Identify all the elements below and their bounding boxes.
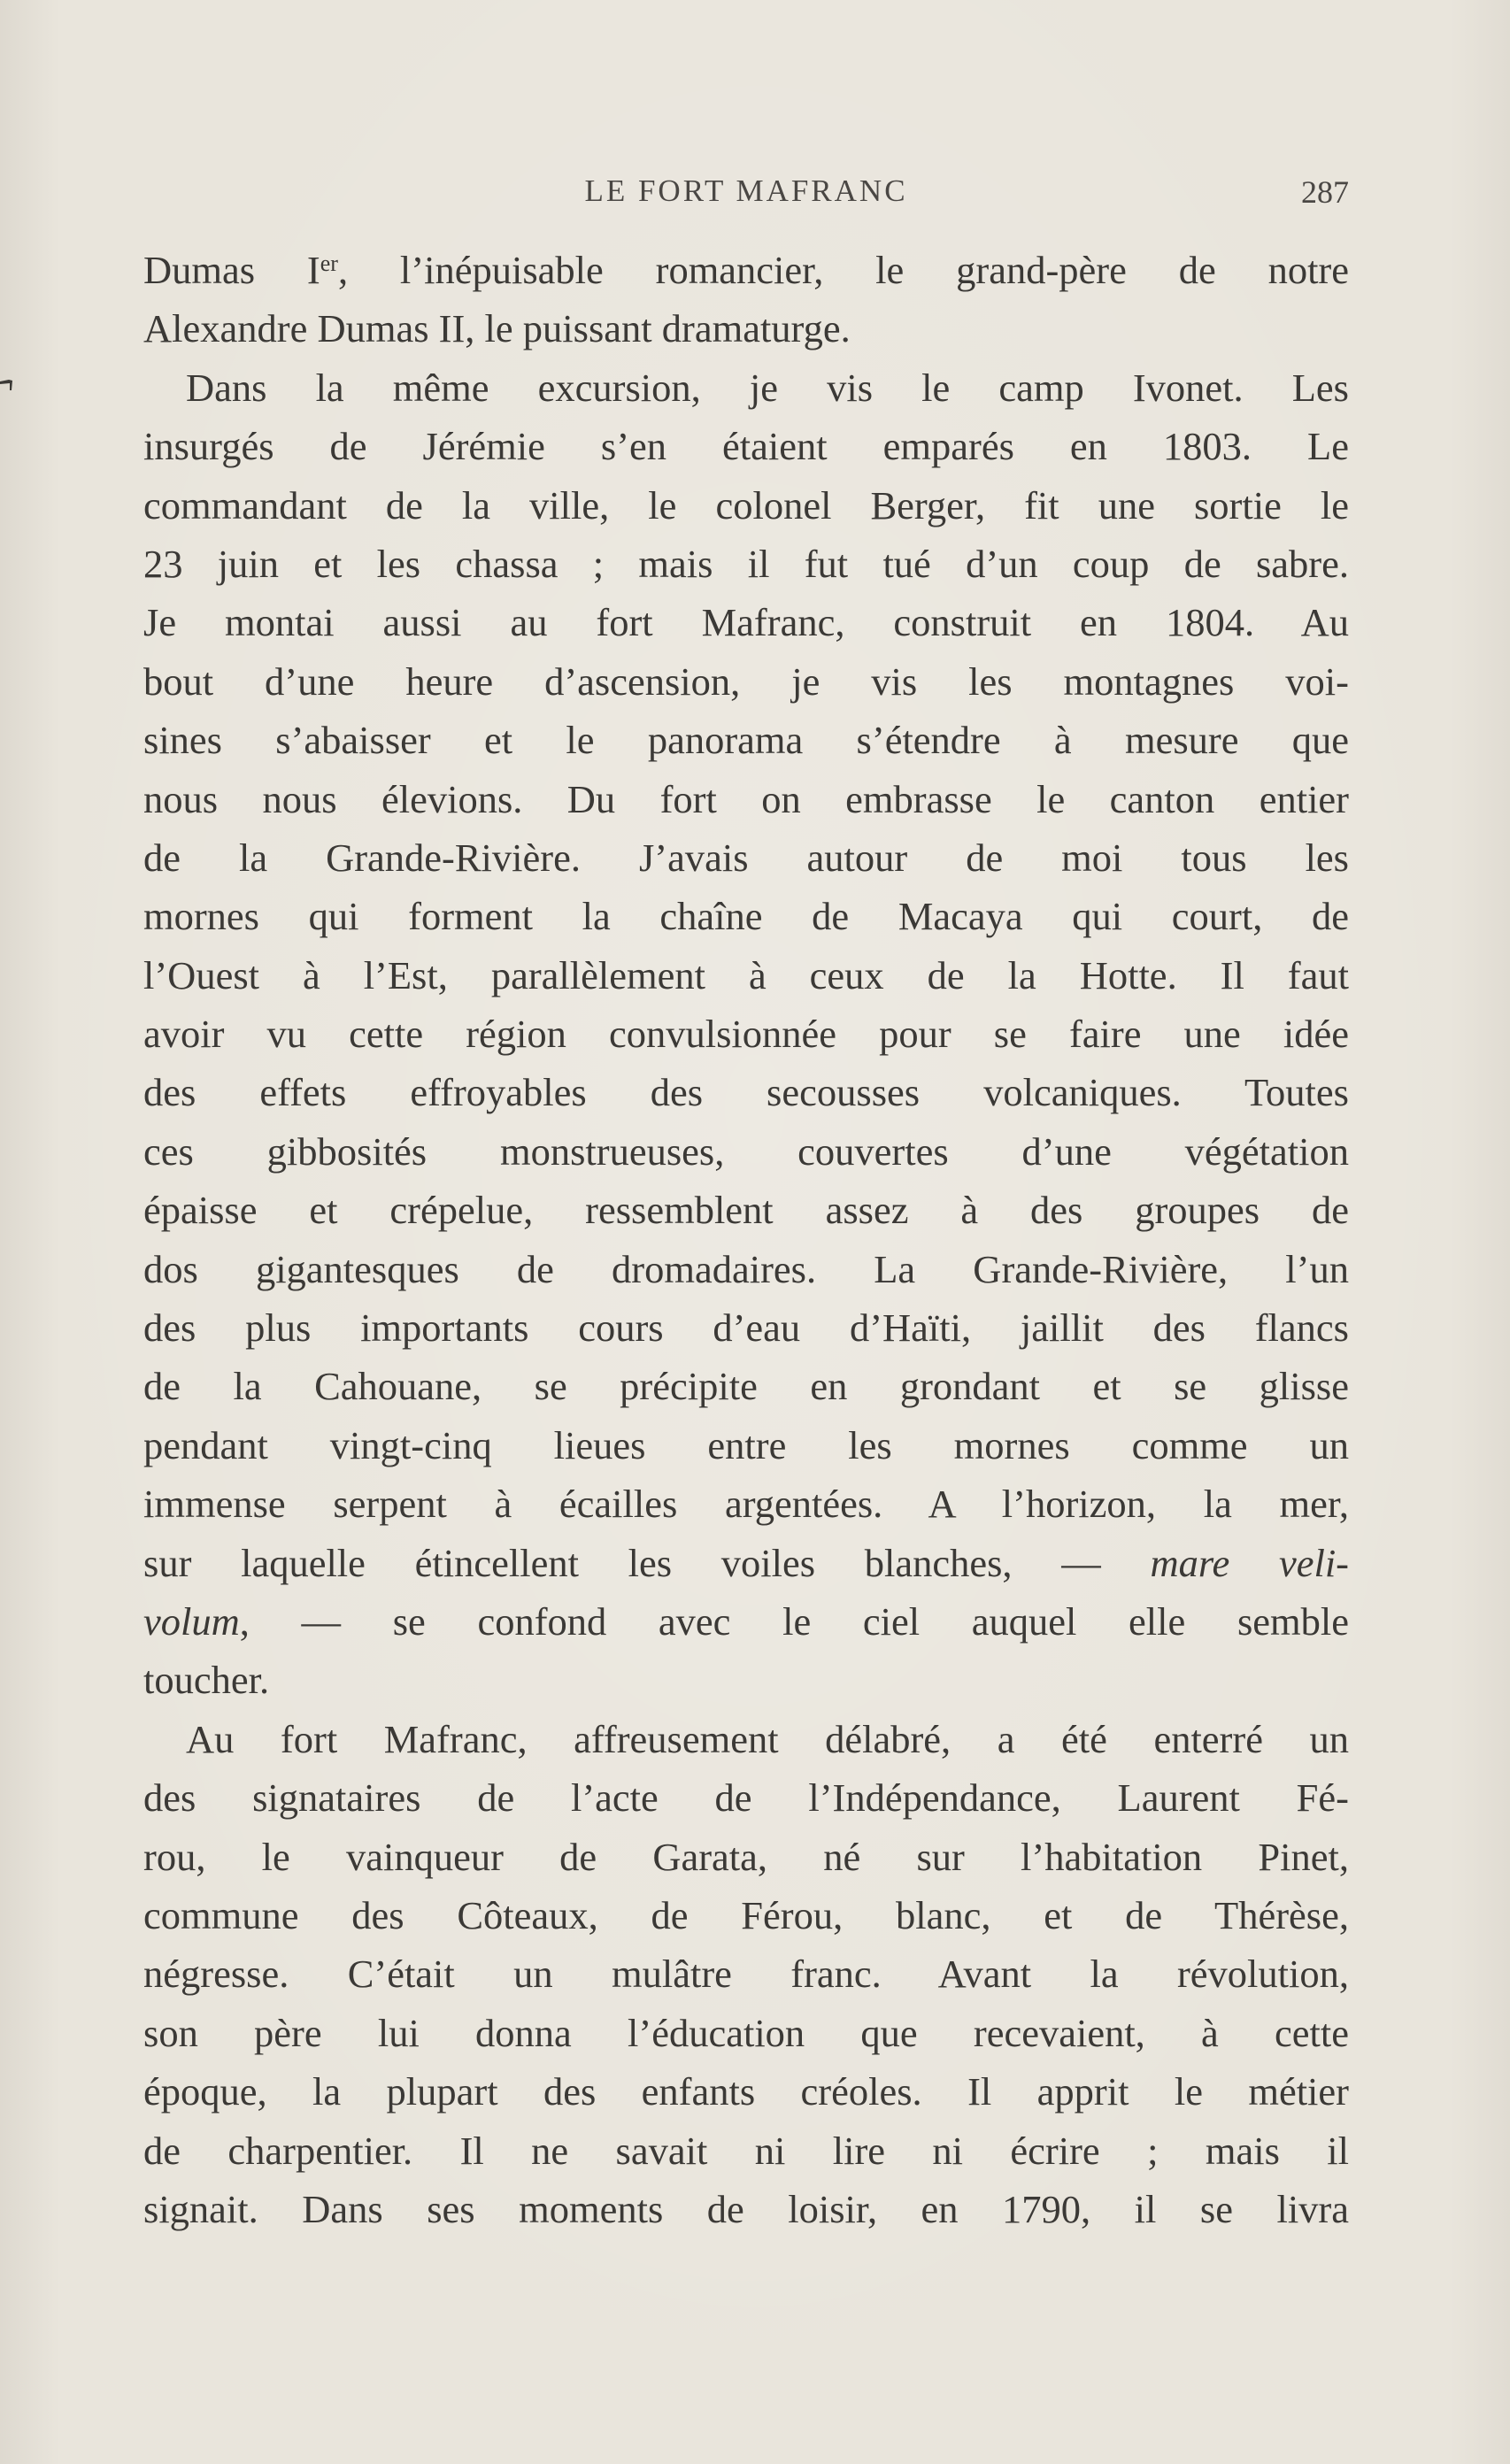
text-line-17: épaisse et crépelue, ressemblent assez à des groupes de <box>143 1188 1349 1233</box>
page-number: 287 <box>1301 174 1349 210</box>
text-line-2: Alexandre Dumas II, le puissant dramaturge. <box>143 306 851 351</box>
text-line-7: Je montai aussi au fort Mafranc, construit en 1804. Au <box>143 600 1349 645</box>
text-line-13: l’Ouest à l’Est, parallèlement à ceux de la Hotte. Il faut <box>143 952 1349 997</box>
text-line-14: avoir vu cette région convulsionnée pour se faire une idée <box>143 1012 1349 1057</box>
text-line-4: insurgés de Jérémie s’en étaient emparés en 1803. Le <box>143 424 1349 469</box>
text-line-5: commandant de la ville, le colonel Berger, fit une sortie le <box>143 482 1349 527</box>
text-line-21: pendant vingt-cinq lieues entre les mornes comme un <box>143 1422 1349 1467</box>
text-line-10: nous nous élevions. Du fort on embrasse le canton entier <box>143 776 1349 821</box>
text-line-23: sur laquelle étincellent les voiles blanches, — mare veli- <box>143 1540 1349 1585</box>
text-line-16: ces gibbosités monstrueuses, couvertes d’une végétation <box>143 1128 1349 1174</box>
text-line-26: Au fort Mafranc, affreusement délabré, a été enterré un <box>186 1716 1349 1761</box>
text-line-34: signait. Dans ses moments de loisir, en 1790, il se livra <box>143 2186 1349 2231</box>
text-line-6: 23 juin et les chassa ; mais il fut tué d’un coup de sabre. <box>143 541 1349 586</box>
text-line-12: mornes qui forment la chaîne de Macaya qui court, de <box>143 894 1349 939</box>
text-line-15: des effets effroyables des secousses volcaniques. Toutes <box>143 1070 1349 1115</box>
text-line-3: Dans la même excursion, je vis le camp Ivonet. Les <box>186 365 1349 410</box>
text-line-18: dos gigantesques de dromadaires. La Grande-Rivière, l’un <box>143 1246 1349 1291</box>
superscript: er <box>320 250 338 276</box>
text-line-31: son père lui donna l’éducation que recevaient, à cette <box>143 2010 1349 2055</box>
body-text <box>143 241 1349 2238</box>
text-line-28: rou, le vainqueur de Garata, né sur l’habitation Pinet, <box>143 1834 1349 1879</box>
text-line-25: toucher. <box>143 1658 270 1703</box>
text-line-20: de la Cahouane, se précipite en grondant et se glisse <box>143 1364 1349 1409</box>
text-line-33: de charpentier. Il ne savait ni lire ni écrire ; mais il <box>143 2128 1349 2173</box>
running-head <box>143 173 1349 219</box>
running-title: LE FORT MAFRANC <box>584 173 908 208</box>
text-line-11: de la Grande-Rivière. J’avais autour de moi tous les <box>143 835 1349 880</box>
text-line-22: immense serpent à écailles argentées. A l’horizon, la mer, <box>143 1482 1349 1527</box>
latin-phrase: volum <box>143 1598 240 1644</box>
text-line-29: commune des Côteaux, de Férou, blanc, et de Thérèse, <box>143 1892 1349 1937</box>
text-line-9: sines s’abaisser et le panorama s’étendre à mesure que <box>143 718 1349 763</box>
text-line-24: volum, — se confond avec le ciel auquel elle semble <box>143 1598 1349 1644</box>
text-line-27: des signataires de l’acte de l’Indépendance, Laurent Fé- <box>143 1775 1349 1821</box>
text-line-8: bout d’une heure d’ascension, je vis les montagnes voi- <box>143 658 1349 704</box>
text-line-32: époque, la plupart des enfants créoles. Il apprit le métier <box>143 2069 1349 2114</box>
text-line-1: Dumas Ier, l’inépuisable romancier, le grand-père de notre <box>143 248 1349 292</box>
text-line-30: négresse. C’était un mulâtre franc. Avant la révolution, <box>143 1952 1349 1997</box>
margin-mark-icon <box>0 379 14 391</box>
text-line-19: des plus importants cours d’eau d’Haïti, jaillit des flancs <box>143 1305 1349 1351</box>
latin-phrase: mare veli- <box>1150 1540 1349 1585</box>
